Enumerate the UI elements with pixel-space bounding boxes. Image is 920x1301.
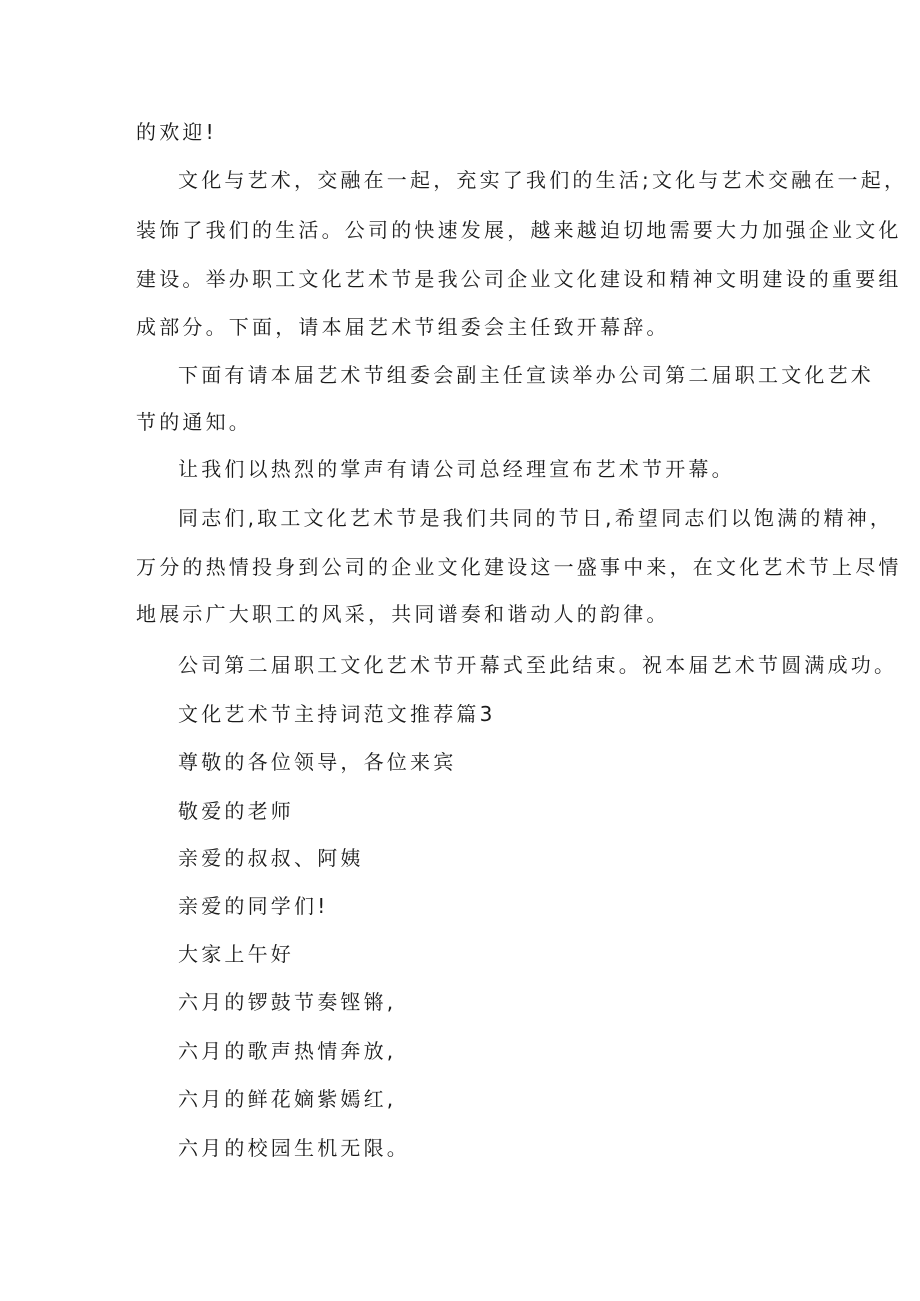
paragraph-4-line-1: 同志们,取工文化艺术节是我们共同的节日,希望同志们以饱满的精神，	[178, 506, 894, 530]
paragraph-1-line-2: 装饰了我们的生活。公司的快速发展，越来越迫切地需要大力加强企业文化	[136, 218, 902, 242]
poem-line-2: 六月的歌声热情奔放,	[178, 1039, 397, 1063]
section-heading: 文化艺术节主持词范文推荐篇3	[178, 702, 496, 726]
paragraph-1-line-4: 成部分。下面，请本届艺术节组委会主任致开幕辞。	[136, 315, 670, 339]
text-line-welcome-end: 的欢迎!	[136, 120, 217, 144]
greeting-line-2: 敬爱的老师	[178, 799, 294, 823]
poem-line-4: 六月的校园生机无限。	[178, 1136, 410, 1160]
paragraph-2-line-2: 节的通知。	[136, 410, 252, 434]
paragraph-1-line-1: 文化与艺术，交融在一起，充实了我们的生活;文化与艺术交融在一起，	[178, 168, 908, 192]
paragraph-5-line-1: 公司第二届职工文化艺术节开幕式至此结束。祝本届艺术节圆满成功。	[178, 653, 898, 677]
poem-line-1: 六月的锣鼓节奏铿锵,	[178, 990, 397, 1014]
paragraph-1-line-3: 建设。举办职工文化艺术节是我公司企业文化建设和精神文明建设的重要组	[136, 267, 902, 291]
greeting-line-4: 亲爱的同学们!	[178, 894, 329, 918]
greeting-line-1: 尊敬的各位领导，各位来宾	[178, 750, 457, 774]
paragraph-2-line-1: 下面有请本届艺术节组委会副主任宣读举办公司第二届职工文化艺术	[178, 363, 874, 387]
paragraph-3-line-1: 让我们以热烈的掌声有请公司总经理宣布艺术节开幕。	[178, 457, 735, 481]
paragraph-4-line-3: 地展示广大职工的风采，共同谱奏和谐动人的韵律。	[136, 602, 670, 626]
paragraph-4-line-2: 万分的热情投身到公司的企业文化建设这一盛事中来，在文化艺术节上尽情	[136, 555, 902, 579]
greeting-line-3: 亲爱的叔叔、阿姨	[178, 846, 364, 870]
poem-line-3: 六月的鲜花嫡紫嫣红,	[178, 1087, 397, 1111]
greeting-line-5: 大家上午好	[178, 942, 294, 966]
